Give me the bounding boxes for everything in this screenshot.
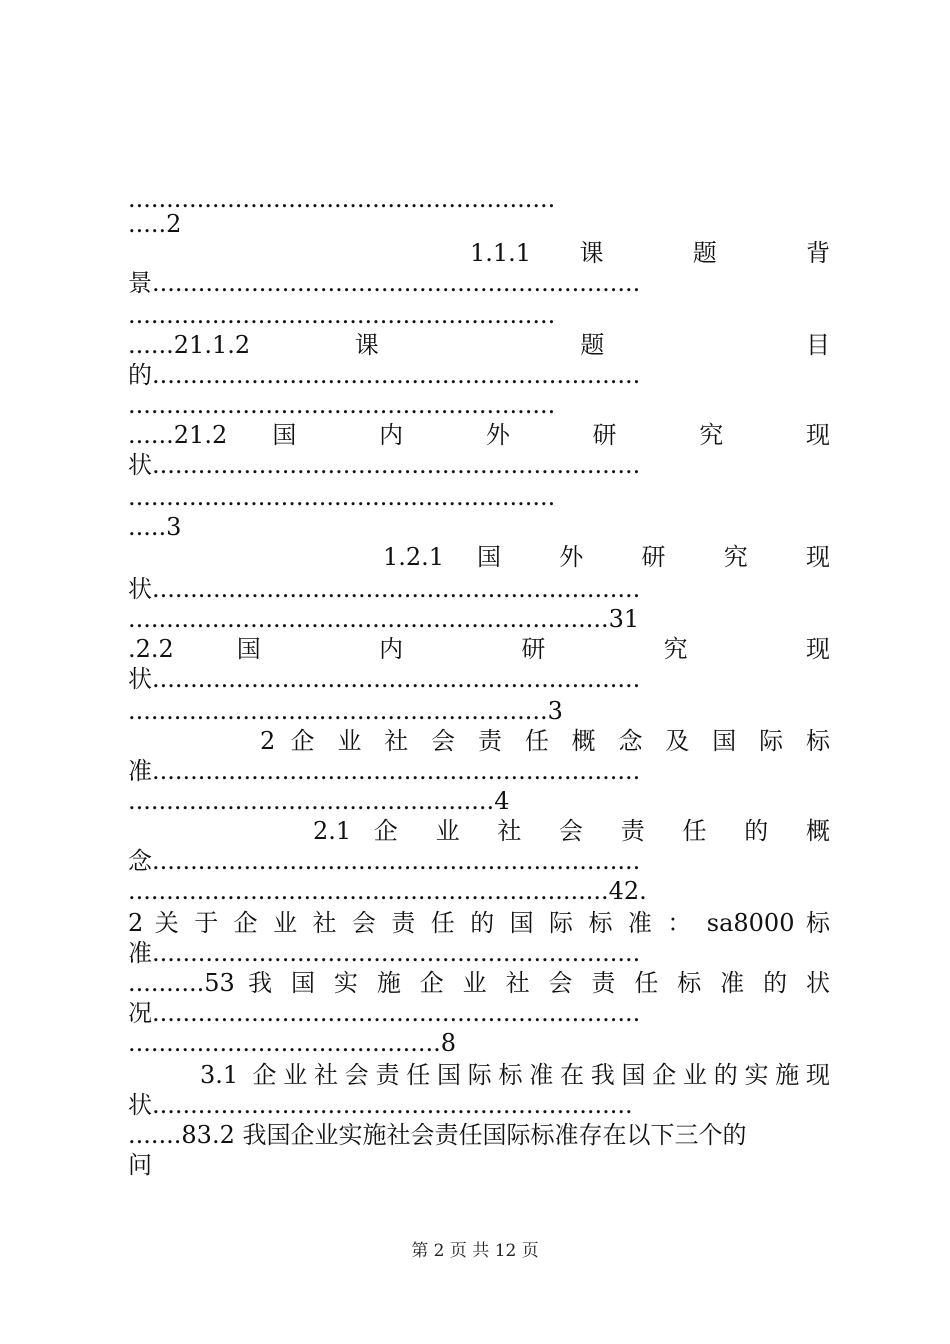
toc-heading: .2.2 国 内 研 究 现 <box>128 635 830 663</box>
toc-line: .....2 <box>128 210 182 238</box>
toc-line: ........................................................ <box>128 185 556 213</box>
toc-line: ........................................................ <box>128 483 556 511</box>
toc-heading: 1.1.1 课 题 背 <box>470 239 830 267</box>
toc-line: ................................................4 <box>128 787 510 815</box>
toc-line: .........................................8 <box>128 1029 457 1057</box>
toc-line: 状............................................................... <box>128 1091 633 1119</box>
toc-line: ...............................................................31 <box>128 605 640 633</box>
toc-line: 准................................................................ <box>128 939 641 967</box>
toc-heading: 1.2.1 国 外 研 究 现 <box>383 543 830 571</box>
toc-line: 状................................................................ <box>128 451 641 479</box>
toc-line: 准................................................................ <box>128 757 641 785</box>
toc-line: ........................................................ <box>128 301 556 329</box>
toc-heading: ......21.1.2 课 题 目 <box>128 331 830 359</box>
toc-heading: 2.1 企 业 社 会 责 任 的 概 <box>313 817 830 845</box>
toc-heading: 2 企 业 社 会 责 任 概 念 及 国 际 标 <box>260 727 830 755</box>
toc-line: ...............................................................42. <box>128 877 647 905</box>
page-number: 第 2 页 共 12 页 <box>411 1241 539 1261</box>
toc-heading: 2 关 于 企 业 社 会 责 任 的 国 际 标 准 ： sa8000 标 <box>128 909 830 937</box>
toc-line: .......83.2 我国企业实施社会责任国际标准存在以下三个的 <box>128 1121 747 1149</box>
toc-line: 问 <box>128 1151 152 1179</box>
toc-line: 状................................................................ <box>128 665 641 693</box>
toc-heading: ..........53 我 国 实 施 企 业 社 会 责 任 标 准 的 状 <box>128 969 830 997</box>
toc-line: 状................................................................ <box>128 575 641 603</box>
toc-line: 念................................................................ <box>128 847 641 875</box>
toc-line: 景................................................................ <box>128 269 641 297</box>
toc-line: 况................................................................ <box>128 999 641 1027</box>
toc-line: .......................................................3 <box>128 697 563 725</box>
toc-heading: ......21.2 国 内 外 研 究 现 <box>128 421 830 449</box>
toc-line: .....3 <box>128 513 182 541</box>
toc-heading: 3.1 企业社会责任国际标准在我国企业的实施现 <box>200 1061 830 1089</box>
toc-line: 的................................................................ <box>128 361 641 389</box>
toc-line: ........................................................ <box>128 391 556 419</box>
